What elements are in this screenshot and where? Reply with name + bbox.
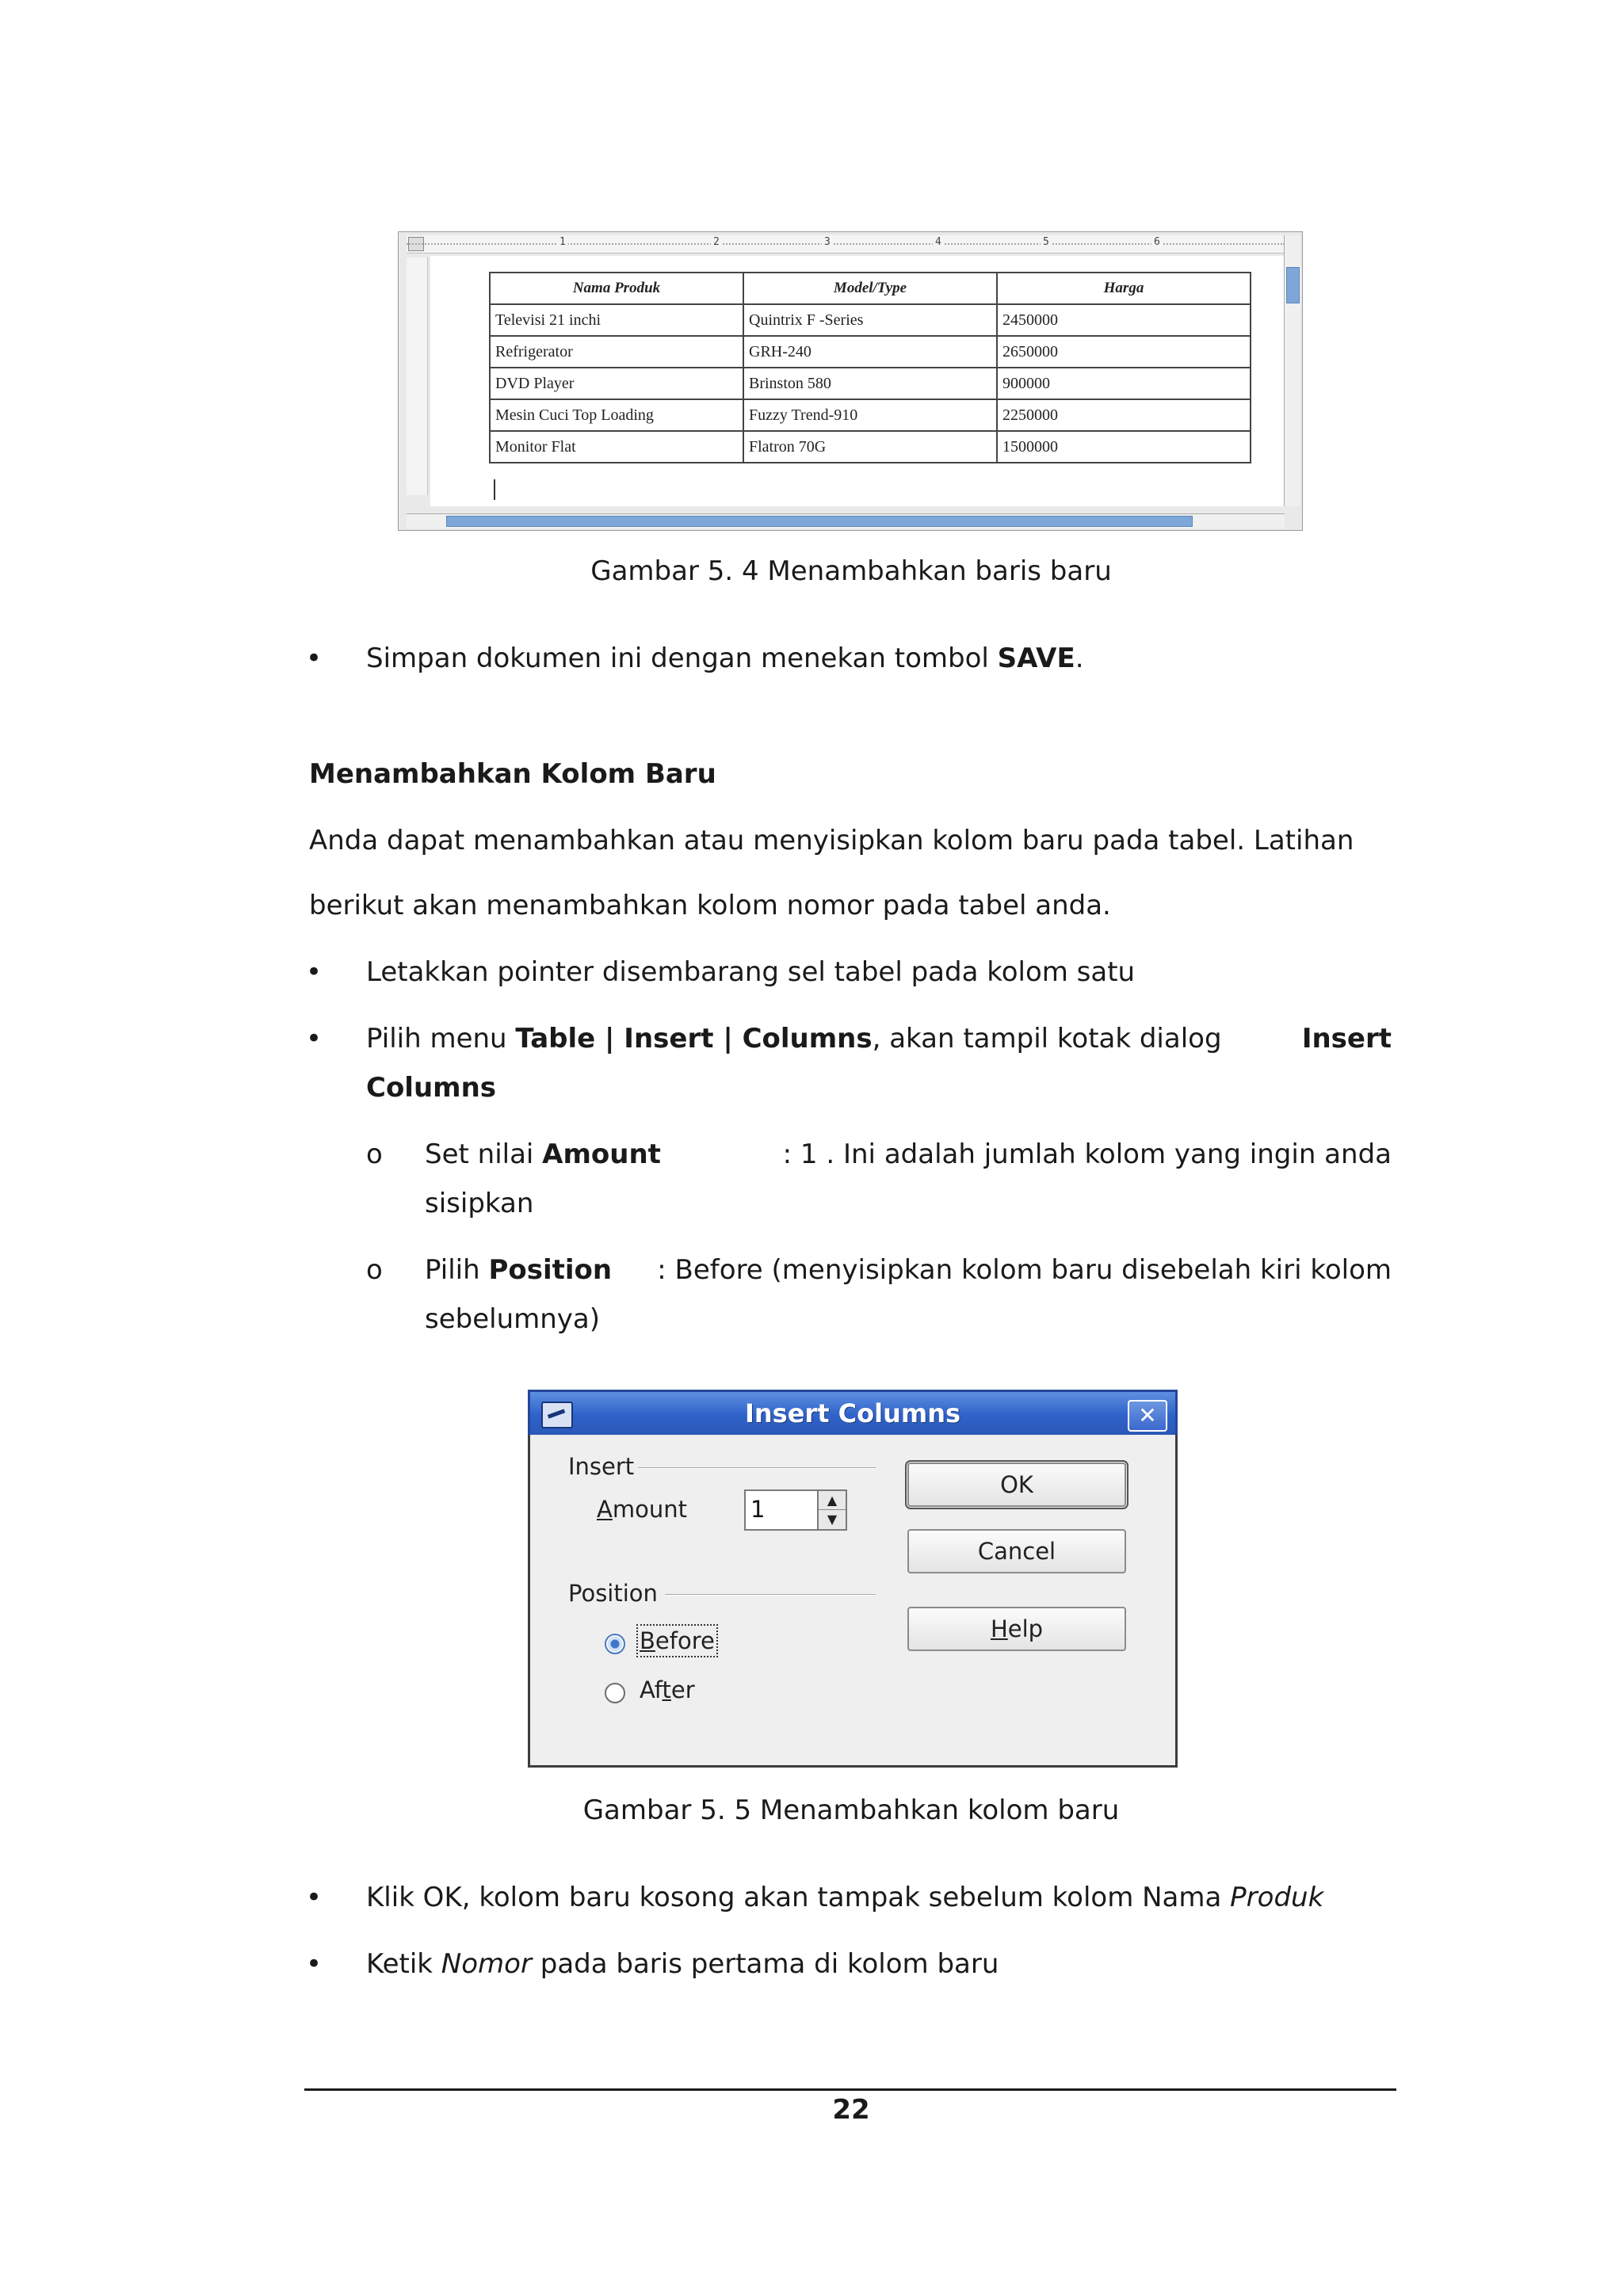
table-cell[interactable]: Mesin Cuci Top Loading [490, 399, 743, 431]
amount-value[interactable]: 1 [750, 1496, 766, 1523]
bullet-save: Simpan dokumen ini dengan menekan tombol SAVE. [366, 643, 1084, 674]
dialog-titlebar[interactable] [528, 1390, 1178, 1435]
sub-bullet-position: Pilih Position : Before (menyisipkan kolom baru disebelah kiri kolom [425, 1254, 1392, 1286]
group-divider [665, 1594, 876, 1596]
table-cell[interactable]: Fuzzy Trend-910 [743, 399, 997, 431]
bullet-menu-cont: Columns [366, 1072, 497, 1104]
bullet-icon [306, 1946, 322, 1982]
product-table [489, 272, 1251, 463]
bullet-icon [306, 1020, 322, 1057]
footer-divider [304, 2088, 1396, 2091]
insert-group-label: Insert [568, 1453, 635, 1480]
table-header-row [490, 273, 1251, 304]
bullet-type-nomor: Ketik Nomor pada baris pertama di kolom baru [366, 1948, 999, 1980]
spin-down-icon[interactable]: ▼ [827, 1512, 838, 1527]
table-cell[interactable]: Flatron 70G [743, 431, 997, 463]
table-cell[interactable]: 2650000 [997, 336, 1251, 368]
close-button[interactable]: ✕ [1128, 1400, 1167, 1432]
amount-label: Amount [597, 1496, 687, 1523]
table-cell[interactable]: Monitor Flat [490, 431, 743, 463]
header-cell: Nama Produk [490, 273, 743, 304]
sub-bullet-amount: Set nilai Amount : 1 . Ini adalah jumlah kolom yang ingin anda [425, 1138, 1392, 1170]
bullet-icon [306, 1879, 322, 1916]
page-number: 22 [832, 2094, 870, 2126]
table-row [490, 431, 1251, 463]
ruler-label: 4 [933, 236, 944, 248]
header-cell: Model/Type [743, 273, 997, 304]
scrollbar-thumb[interactable] [446, 516, 1193, 527]
paragraph-line: Anda dapat menambahkan atau menyisipkan kolom baru pada tabel. Latihan [309, 825, 1354, 856]
table-cell[interactable]: Refrigerator [490, 336, 743, 368]
scrollbar-thumb[interactable] [1286, 267, 1300, 303]
cancel-button[interactable]: Cancel [907, 1529, 1126, 1573]
header-cell: Harga [997, 273, 1251, 304]
bullet-icon [306, 954, 322, 990]
ruler-label: 3 [822, 236, 833, 248]
table-row [490, 368, 1251, 399]
bullet-icon [306, 640, 322, 677]
insert-columns-dialog [528, 1390, 1178, 1768]
vertical-scrollbar[interactable] [1284, 235, 1300, 506]
sub-bullet-icon [366, 1252, 383, 1288]
figure-caption-5-4: Gambar 5. 4 Menambahkan baris baru [590, 555, 1112, 587]
document-page [430, 256, 1285, 506]
sub-bullet-icon [366, 1136, 383, 1173]
table-row [490, 336, 1251, 368]
text-cursor [494, 479, 495, 500]
bullet-click-ok: Klik OK, kolom baru kosong akan tampak sebelum kolom Nama Produk [366, 1882, 1324, 1913]
ruler-label: 2 [711, 236, 722, 248]
position-group-label: Position [568, 1580, 658, 1607]
after-radio[interactable] [605, 1683, 625, 1703]
group-divider [638, 1467, 876, 1469]
table-cell[interactable]: 900000 [997, 368, 1251, 399]
table-cell[interactable]: Quintrix F -Series [743, 304, 997, 336]
table-row [490, 304, 1251, 336]
figure-caption-5-5: Gambar 5. 5 Menambahkan kolom baru [582, 1794, 1120, 1826]
section-heading: Menambahkan Kolom Baru [309, 758, 716, 790]
table-cell[interactable]: Brinston 580 [743, 368, 997, 399]
before-label[interactable]: Before [640, 1627, 715, 1654]
table-cell[interactable]: GRH-240 [743, 336, 997, 368]
sub-bullet-position-cont: sebelumnya) [425, 1303, 601, 1335]
horizontal-ruler [407, 235, 1285, 254]
ruler-label: 6 [1151, 236, 1163, 248]
ruler-label: 1 [557, 236, 568, 248]
spin-up-icon[interactable]: ▲ [819, 1491, 846, 1510]
table-row [490, 399, 1251, 431]
paragraph-line: berikut akan menambahkan kolom nomor pada tabel anda. [309, 890, 1111, 921]
table-cell[interactable]: 1500000 [997, 431, 1251, 463]
ok-button[interactable]: OK [907, 1463, 1126, 1507]
amount-spinbox[interactable] [744, 1489, 847, 1531]
table-cell[interactable]: 2250000 [997, 399, 1251, 431]
table-cell[interactable]: Televisi 21 inchi [490, 304, 743, 336]
table-cell[interactable]: 2450000 [997, 304, 1251, 336]
before-radio[interactable] [605, 1634, 625, 1654]
bullet-pointer: Letakkan pointer disembarang sel tabel pada kolom satu [366, 956, 1136, 988]
sub-bullet-amount-cont: sisipkan [425, 1188, 534, 1219]
after-label[interactable]: After [640, 1676, 695, 1703]
help-button[interactable]: Help [907, 1607, 1126, 1651]
figure-table-screenshot [398, 231, 1303, 531]
bullet-menu: Pilih menu Table | Insert | Columns, akan tampil kotak dialog Insert [366, 1023, 1392, 1055]
vertical-ruler [407, 257, 428, 495]
ruler-label: 5 [1041, 236, 1052, 248]
dialog-title: Insert Columns [744, 1398, 961, 1428]
table-cell[interactable]: DVD Player [490, 368, 743, 399]
horizontal-scrollbar[interactable] [407, 513, 1285, 528]
